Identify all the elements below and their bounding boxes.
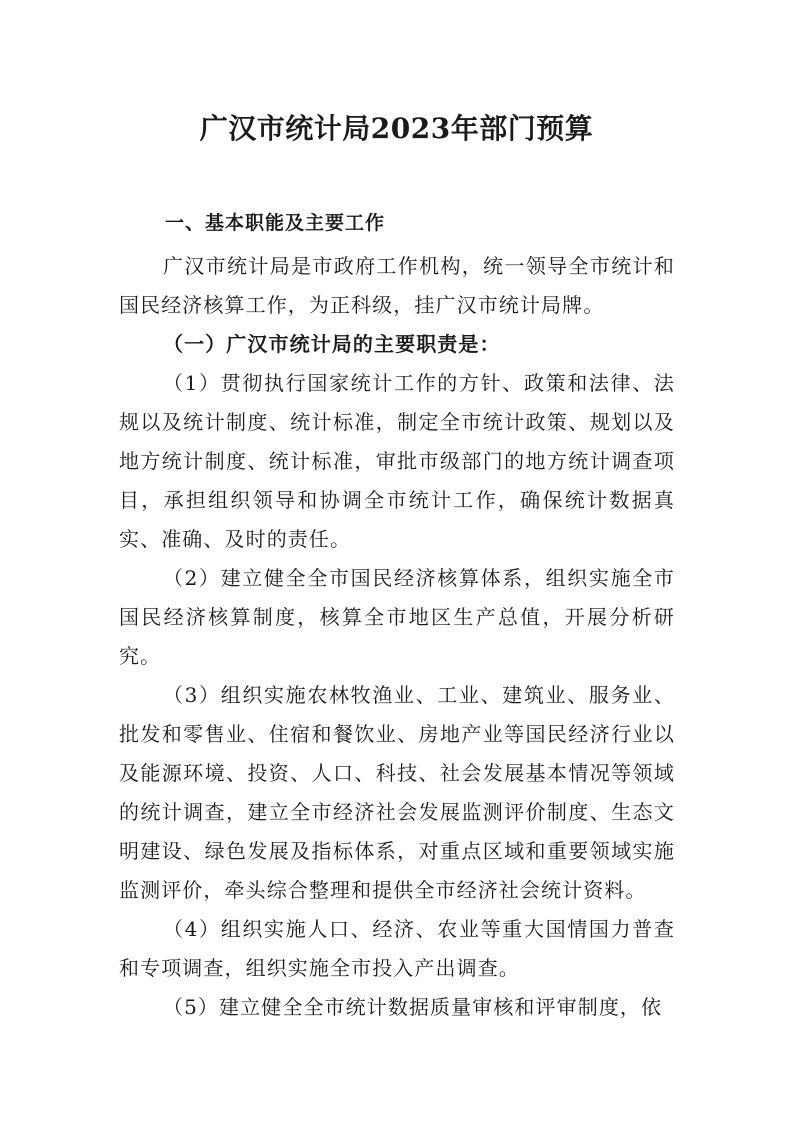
paragraph-duty-2: （2）建立健全全市国民经济核算体系，组织实施全市国民经济核算制度，核算全市地区生产总值，开展分析研究。: [119, 566, 675, 668]
paragraph-duty-1: （1）贯彻执行国家统计工作的方针、政策和法律、法规以及统计制度、统计标准，制定全市统计政策、规划以及地方统计制度、统计标准，审批市级部门的地方统计调查项目，承担组织领导和协调全市统计工作，确保统计数据真实、准确、及时的责任。: [119, 371, 675, 551]
paragraph-duty-4: （4）组织实施人口、经济、农业等重大国情国力普查和专项调查，组织实施全市投入产出调查。: [119, 917, 675, 980]
document-title: 广汉市统计局2023年部门预算: [199, 112, 594, 145]
section-heading: 一、基本职能及主要工作: [165, 212, 386, 234]
paragraph-intro: 广汉市统计局是市政府工作机构，统一领导全市统计和国民经济核算工作，为正科级，挂广汉市统计局牌。: [119, 254, 675, 317]
document-body: [119, 247, 675, 1027]
paragraph-duty-3: （3）组织实施农林牧渔业、工业、建筑业、服务业、批发和零售业、住宿和餐饮业、房地产业等国民经济行业以及能源环境、投资、人口、科技、社会发展基本情况等领域的统计调查，建立全市经济社会发展监测评价制度、生态文明建设、绿色发展及指标体系，对重点区域和重要领域实施监测评价，牵头综合整理和提供全市经济社会统计资料。: [119, 683, 675, 902]
paragraph-duty-5: （5）建立健全全市统计数据质量审核和评审制度，依: [163, 995, 663, 1019]
paragraph-duties-heading: （一）广汉市统计局的主要职责是：: [163, 332, 501, 356]
